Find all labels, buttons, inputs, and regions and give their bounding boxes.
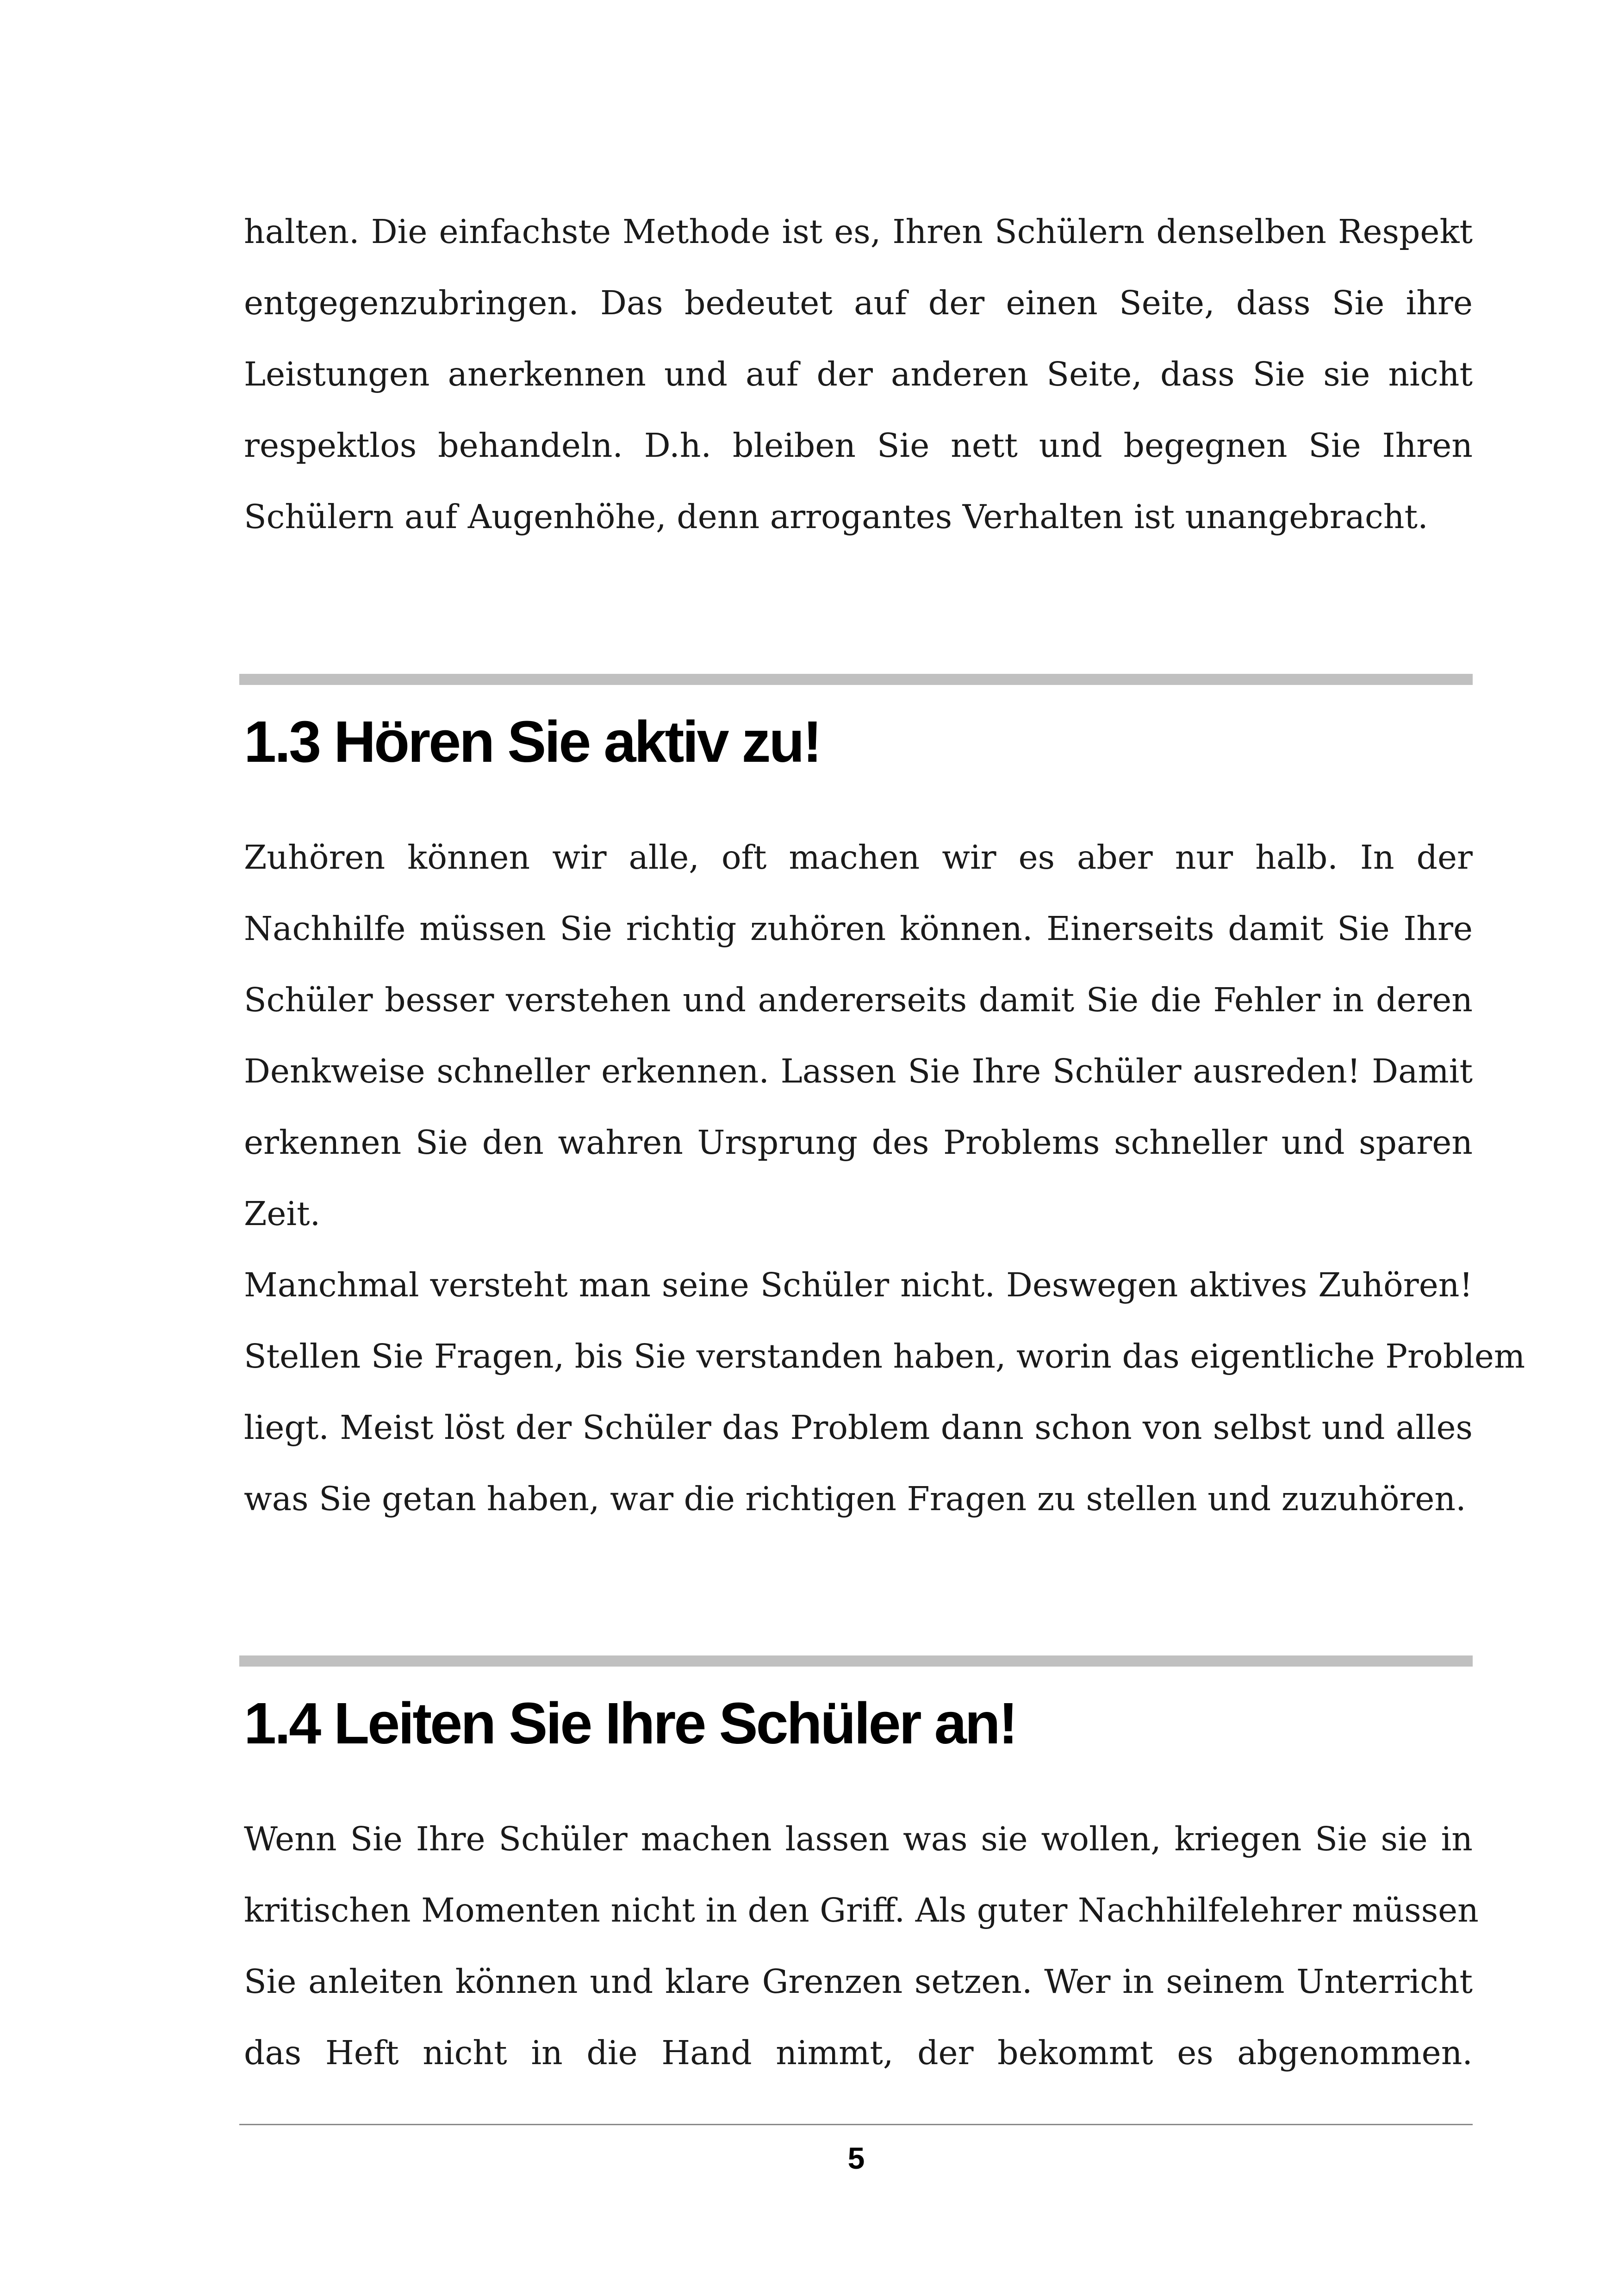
footer-divider bbox=[239, 2124, 1473, 2125]
page-number: 5 bbox=[847, 2141, 865, 2175]
text-line: Schüler besser verstehen und andererseits damit Sie die Fehler in deren bbox=[244, 981, 1473, 1019]
text-line: Stellen Sie Fragen, bis Sie verstanden haben, worin das eigentliche Problem bbox=[244, 1337, 1525, 1375]
paragraph-text bbox=[244, 1804, 1479, 2089]
text-line: halten. Die einfachste Methode ist es, Ihren Schülern denselben Respekt bbox=[244, 212, 1473, 251]
section-heading-1-3: 1.3 Hören Sie aktiv zu! bbox=[244, 709, 821, 774]
text-line: Sie anleiten können und klare Grenzen setzen. Wer in seinem Unterricht bbox=[244, 1962, 1473, 2001]
section-1-4-body bbox=[244, 1804, 1479, 2089]
paragraph-text bbox=[244, 196, 1473, 553]
text-line: entgegenzubringen. Das bedeutet auf der einen Seite, dass Sie ihre bbox=[244, 284, 1473, 322]
section-1-3-body bbox=[244, 822, 1525, 1535]
text-line: respektlos behandeln. D.h. bleiben Sie nett und begegnen Sie Ihren bbox=[244, 426, 1473, 465]
section-divider bbox=[239, 674, 1473, 685]
text-line: Leistungen anerkennen und auf der anderen Seite, dass Sie sie nicht bbox=[244, 355, 1473, 393]
intro-paragraph bbox=[244, 196, 1473, 553]
text-line: liegt. Meist löst der Schüler das Problem dann schon von selbst und alles bbox=[244, 1408, 1473, 1447]
text-line: das Heft nicht in die Hand nimmt, der bekommt es abgenommen. bbox=[244, 2034, 1473, 2072]
text-line: Zuhören können wir alle, oft machen wir es aber nur halb. In der bbox=[244, 838, 1473, 877]
paragraph-text bbox=[244, 822, 1525, 1535]
text-line: erkennen Sie den wahren Ursprung des Problems schneller und sparen bbox=[244, 1123, 1473, 1162]
text-line: Schülern auf Augenhöhe, denn arrogantes Verhalten ist unangebracht. bbox=[244, 498, 1428, 536]
text-line: was Sie getan haben, war die richtigen Fragen zu stellen und zuzuhören. bbox=[244, 1480, 1466, 1518]
section-heading-1-4: 1.4 Leiten Sie Ihre Schüler an! bbox=[244, 1691, 1016, 1756]
text-line: Nachhilfe müssen Sie richtig zuhören können. Einerseits damit Sie Ihre bbox=[244, 909, 1473, 948]
text-line: Zeit. bbox=[244, 1195, 321, 1233]
section-divider bbox=[239, 1655, 1473, 1667]
text-line: Manchmal versteht man seine Schüler nicht. Deswegen aktives Zuhören! bbox=[244, 1266, 1473, 1304]
text-line: Denkweise schneller erkennen. Lassen Sie Ihre Schüler ausreden! Damit bbox=[244, 1052, 1473, 1090]
text-line: kritischen Momenten nicht in den Griff. Als guter Nachhilfelehrer müssen bbox=[244, 1891, 1479, 1929]
text-line: Wenn Sie Ihre Schüler machen lassen was sie wollen, kriegen Sie sie in bbox=[244, 1820, 1473, 1858]
